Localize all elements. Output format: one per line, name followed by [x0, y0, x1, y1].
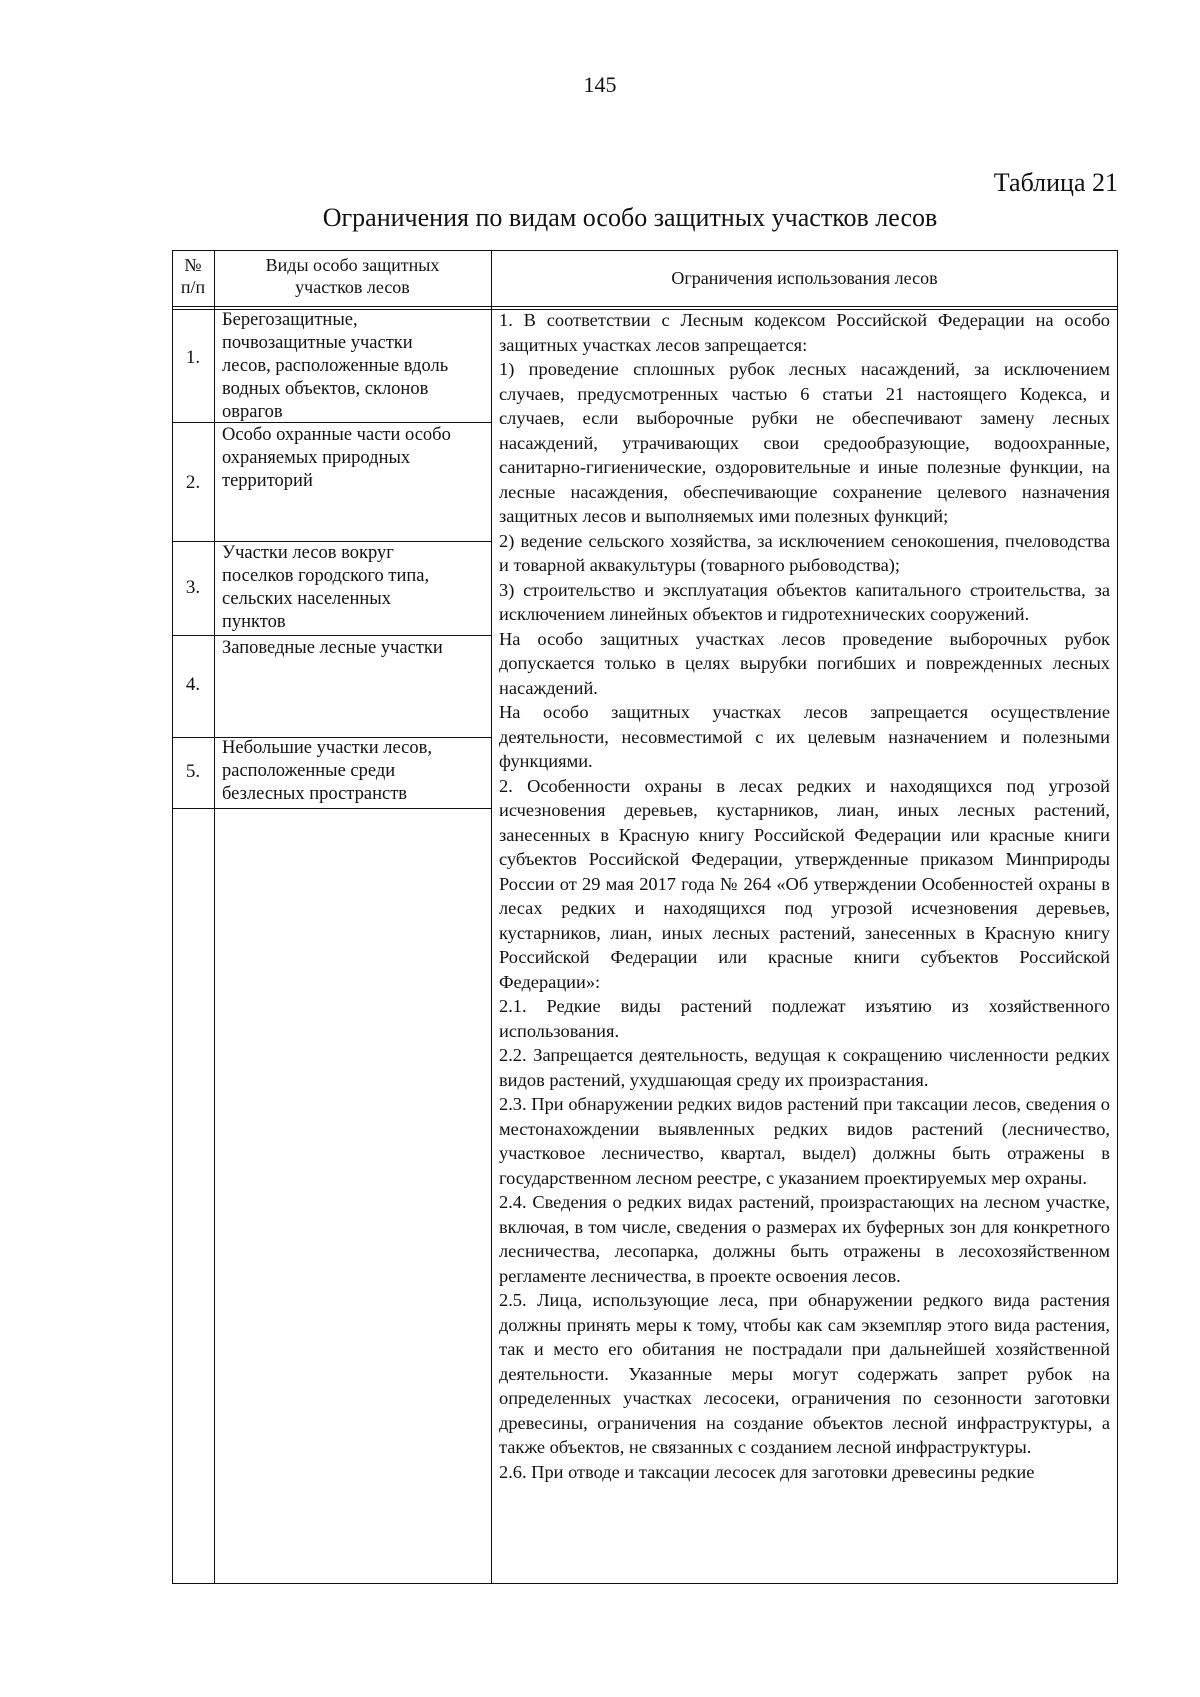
row-number: 3. [185, 577, 201, 598]
header-divider [172, 306, 1118, 307]
kind-line: безлесных пространств [222, 784, 408, 804]
table-border-top [172, 250, 1118, 251]
restriction-paragraph: 3) строительство и эксплуатация объектов капитального строительства, за исключением линейных объектов и гидротехнических сооружений. [499, 579, 1110, 624]
kind-line: лесов, расположенные вдоль [222, 356, 449, 376]
kind-line: Заповедные лесные участки [222, 638, 443, 658]
header-kind [214, 254, 491, 298]
page-number: 145 [583, 72, 617, 97]
restriction-paragraph: 2.4. Сведения о редких видах растений, произрастающих на лесном участке, включая, в том числе, сведения о размерах их буферных зон для конкретного лесничества, лесопарка, должны быть отражены в лесохозяйственном регламенте лесничества, в проекте освоения лесов. [499, 1192, 1110, 1286]
restriction-paragraph: 2.6. При отводе и таксации лесосек для заготовки древесины редкие [499, 1461, 1035, 1482]
row-kind [214, 424, 491, 541]
restriction-paragraph: На особо защитных участках лесов запрещается осуществление деятельности, несовместимой с их целевым назначением и полезными функциями. [499, 702, 1110, 771]
restriction-paragraph: 2.2. Запрещается деятельность, ведущая к сокращению численности редких видов растений, ухудшающая среду их произрастания. [499, 1045, 1110, 1090]
restriction-paragraph: На особо защитных участках лесов проведение выборочных рубок допускается только в целях вырубки погибших и поврежденных лесных насаждений. [499, 628, 1110, 698]
row-number: 5. [185, 761, 201, 782]
row-divider [172, 422, 491, 423]
kind-line: сельских населенных [222, 589, 391, 609]
restriction-paragraph: 2.3. При обнаружении редких видов растений при таксации лесов, сведения о местонахождении выявленных редких видов растений (лесничество, участковое лесничество, квартал, выдел) должны быть отражены в государственном лесном реестре, с указанием проектируемых мер охраны. [499, 1094, 1110, 1188]
row-number: 4. [185, 674, 201, 695]
kind-line: Участки лесов вокруг [222, 543, 394, 563]
row-divider [172, 635, 491, 636]
row-kind [214, 542, 491, 635]
row-divider [172, 808, 491, 809]
restrictions-cell [491, 308, 1118, 1584]
row-kind [214, 737, 491, 808]
row-number: 1. [185, 347, 201, 368]
table-border-left [172, 250, 173, 1584]
kind-line: Берегозащитные, [222, 310, 358, 330]
kind-line: поселков городского типа, [222, 566, 430, 586]
restriction-paragraph: 1) проведение сплошных рубок лесных насаждений, за исключением случаев, предусмотренных частью 6 статьи 21 настоящего Кодекса, и случаев, если выборочные рубки не обеспечивают замену лесных насаждений, утрачивающих свои средообразующие, водоохранные, санитарно-гигиенические, оздоровительные и иные полезные функции, на лесные насаждения, обеспечивающие сохранение целевого назначения защитных лесов и выполняемых ими полезных функций; [499, 359, 1110, 526]
row-number: 2. [185, 472, 201, 493]
header-restrictions: Ограничения использования лесов [671, 268, 938, 288]
kind-line: Особо охранные части особо [222, 425, 451, 445]
restriction-paragraph: 1. В соответствии с Лесным кодексом Российской Федерации на особо защитных участках лесов запрещается: [499, 310, 1110, 355]
kind-line: почвозащитные участки [222, 333, 413, 353]
row-kind [214, 637, 491, 737]
kind-line: расположенные среди [222, 761, 396, 781]
header-num [172, 254, 214, 298]
table-title: Ограничения по видам особо защитных участков лесов [322, 203, 938, 232]
restriction-paragraph: 2. Особенности охраны в лесах редких и находящихся под угрозой исчезновения деревьев, кустарников, лиан, иных лесных растений, занесенных в Красную книгу Российской Федерации или красные книги субъектов Российской Федерации, утвержденные приказом Минприроды России от 29 мая 2017 года № 264 «Об утверждении Особенностей охраны в лесах редких и находящихся под угрозой исчезновения деревьев, кустарников, лиан, иных лесных растений, занесенных в Красную книгу Российской Федерации или красные книги субъектов Российской Федерации»: [499, 775, 1110, 992]
header-num-line: № [184, 255, 202, 275]
restrictions-table [172, 250, 1118, 1584]
kind-line: Небольшие участки лесов, [222, 738, 432, 758]
row-kind [214, 309, 491, 422]
header-num-line: п/п [180, 277, 206, 297]
kind-line: пунктов [222, 612, 286, 632]
kind-line: охраняемых природных [222, 448, 411, 468]
restriction-paragraph: 2.5. Лица, использующие леса, при обнаружении редкого вида растения должны принять меры к тому, чтобы как сам экземпляр этого вида растения, так и место его обитания не пострадали при дальнейшей хозяйственной деятельности. Указанные меры могут содержать запрет рубок на определенных участках лесосеки, ограничения по сезонности заготовки древесины, ограничения на создание объектов лесной инфраструктуры, а также объектов, не связанных с созданием лесной инфраструктуры. [499, 1290, 1110, 1457]
table-label: Таблица 21 [993, 168, 1118, 197]
kind-line: территорий [222, 471, 313, 491]
kind-line: оврагов [222, 402, 283, 422]
restriction-paragraph: 2) ведение сельского хозяйства, за исключением сенокошения, пчеловодства и товарной аквакультуры (товарного рыбоводства); [499, 530, 1110, 575]
kind-line: водных объектов, склонов [222, 379, 429, 399]
header-kind-line: Виды особо защитных [265, 255, 440, 275]
restriction-paragraph: 2.1. Редкие виды растений подлежат изъятию из хозяйственного использования. [499, 996, 1110, 1041]
header-kind-line: участков лесов [295, 277, 410, 297]
